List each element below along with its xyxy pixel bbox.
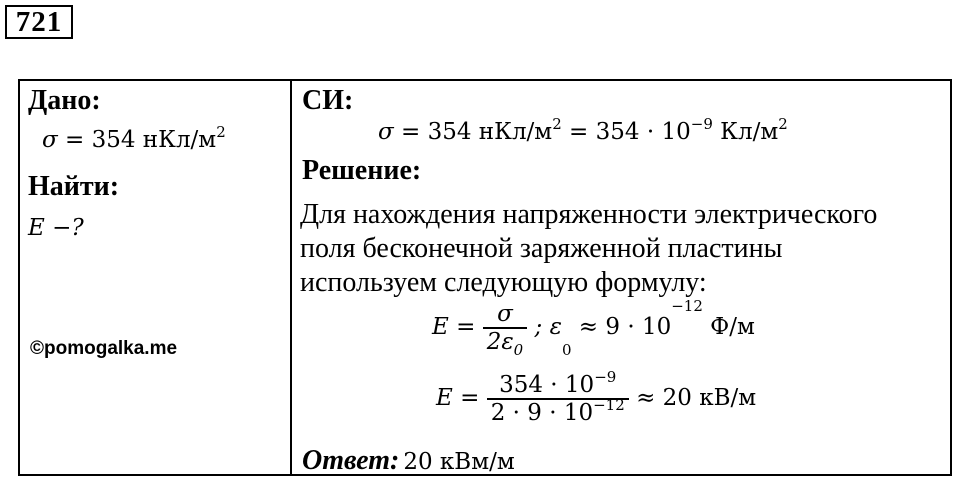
problem-number: 721 [5, 5, 73, 39]
solution-table [18, 79, 952, 476]
answer [302, 445, 515, 477]
column-divider [290, 81, 292, 474]
solution-line-1: Для нахождения напряженности электрического [300, 199, 878, 230]
fraction-sigma-over-2eps: $\frac{\sigma}{2\varepsilon_0}$ [483, 301, 528, 355]
given-heading: Дано: [28, 85, 101, 116]
solution-line-3: используем следующую формулу: [300, 267, 707, 298]
answer-value: 20 кВм/м [403, 449, 515, 475]
watermark: ©pomogalka.me [30, 338, 178, 359]
find-value: E −? [28, 215, 84, 241]
given-sigma: σ = 354 нКл/$м^2$ [42, 123, 226, 153]
formula-field-strength: E = $\frac{\sigma}{2\varepsilon_0}$ ; $\varepsilon_0 \approx 9 \cdot 10^{-12}$ Ф/м [432, 297, 755, 359]
find-heading: Найти: [28, 171, 120, 202]
formula-calculation: E = $\frac{354 \cdot 10^{-9}}{2 \cdot 9 \cdot 10^{-12}}$ ≈ 20 кВ/м [436, 368, 757, 426]
answer-label: Ответ: [302, 445, 400, 476]
si-conversion: σ = 354 нКл/$м^2 = 354 \cdot 10^{-9}$ $Кл/м^2$ [378, 115, 788, 145]
fraction-numeric: $\frac{354 \cdot 10^{-9}}{2 \cdot 9 \cdot 10^{-12}}$ [487, 372, 629, 426]
solution-line-2: поля бесконечной заряженной пластины [300, 233, 783, 264]
si-heading: СИ: [302, 85, 354, 116]
solution-heading: Решение: [302, 155, 422, 186]
